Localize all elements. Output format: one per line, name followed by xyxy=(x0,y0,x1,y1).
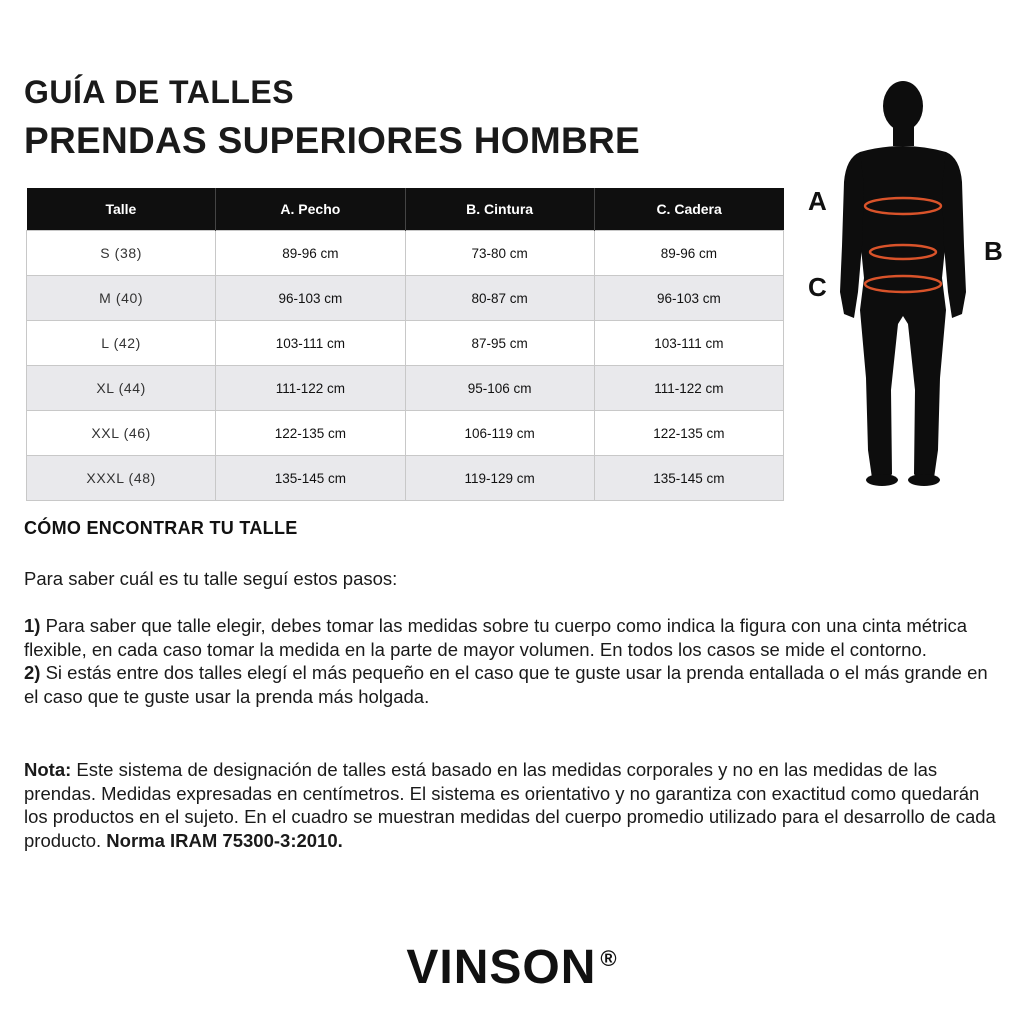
table-row xyxy=(27,366,784,411)
cell-hip: 135-145 cm xyxy=(594,456,783,501)
cell-size: S (38) xyxy=(27,231,216,276)
brand-name: VINSON xyxy=(406,941,597,994)
brand-logo xyxy=(0,940,1024,995)
cell-hip: 96-103 cm xyxy=(594,276,783,321)
cell-chest: 135-145 cm xyxy=(216,456,405,501)
page-title: GUÍA DE TALLES xyxy=(24,74,295,110)
guide-heading: CÓMO ENCONTRAR TU TALLE xyxy=(24,518,298,538)
guide-intro: Para saber cuál es tu talle seguí estos pasos: xyxy=(24,568,398,589)
table-row xyxy=(27,456,784,501)
cell-size: L (42) xyxy=(27,321,216,366)
step-2-number: 2) xyxy=(24,662,41,683)
label-c: C xyxy=(808,272,827,302)
step-1-number: 1) xyxy=(24,615,41,636)
cell-waist: 95-106 cm xyxy=(405,366,594,411)
table-row xyxy=(27,231,784,276)
cell-chest: 111-122 cm xyxy=(216,366,405,411)
cell-waist: 87-95 cm xyxy=(405,321,594,366)
label-a: A xyxy=(808,186,827,216)
page-subtitle: PRENDAS SUPERIORES HOMBRE xyxy=(24,120,641,161)
cell-hip: 111-122 cm xyxy=(594,366,783,411)
registered-mark: ® xyxy=(600,946,618,971)
cell-size: XL (44) xyxy=(27,366,216,411)
note-text: Este sistema de designación de talles está basado en las medidas corporales y no en las medidas de las prendas. Medidas expresadas en centímetros. El sistema es orientativo y no garantiza con exactitud como quedarán los productos en el sujeto. En el cuadro se muestran medidas del cuerpo promedio utilizado para el desarrollo de cada producto. xyxy=(24,759,996,851)
step-1-text: Para saber que talle elegir, debes tomar las medidas sobre tu cuerpo como indica la figura con una cinta métrica flexible, en cada caso tomar la medida en la parte de mayor volumen. En todos los casos se mide el contorno. xyxy=(24,615,967,660)
cell-waist: 106-119 cm xyxy=(405,411,594,456)
norm-reference: Norma IRAM 75300-3:2010. xyxy=(106,829,343,851)
cell-chest: 122-135 cm xyxy=(216,411,405,456)
column-header-waist: B. Cintura xyxy=(405,188,594,231)
size-table xyxy=(26,188,784,501)
body-measurement-figure xyxy=(800,78,1010,488)
cell-chest: 103-111 cm xyxy=(216,321,405,366)
cell-chest: 89-96 cm xyxy=(216,231,405,276)
guide-steps xyxy=(24,614,999,708)
cell-hip: 103-111 cm xyxy=(594,321,783,366)
table-row xyxy=(27,276,784,321)
label-b: B xyxy=(984,236,1003,266)
column-header-chest: A. Pecho xyxy=(216,188,405,231)
cell-size: M (40) xyxy=(27,276,216,321)
table-row xyxy=(27,411,784,456)
male-silhouette-icon xyxy=(800,78,1010,488)
cell-chest: 96-103 cm xyxy=(216,276,405,321)
table-header-row xyxy=(27,188,784,231)
note-paragraph xyxy=(24,758,999,852)
cell-waist: 73-80 cm xyxy=(405,231,594,276)
cell-waist: 80-87 cm xyxy=(405,276,594,321)
cell-size: XXL (46) xyxy=(27,411,216,456)
cell-size: XXXL (48) xyxy=(27,456,216,501)
cell-hip: 122-135 cm xyxy=(594,411,783,456)
step-2-text: Si estás entre dos talles elegí el más pequeño en el caso que te guste usar la prenda entallada o el más grande en el caso que te guste usar la prenda más holgada. xyxy=(24,662,988,707)
step-2 xyxy=(24,661,999,708)
cell-waist: 119-129 cm xyxy=(405,456,594,501)
column-header-size: Talle xyxy=(27,188,216,231)
column-header-hip: C. Cadera xyxy=(594,188,783,231)
step-1 xyxy=(24,614,999,661)
cell-hip: 89-96 cm xyxy=(594,231,783,276)
note-label: Nota: xyxy=(24,759,72,780)
table-row xyxy=(27,321,784,366)
